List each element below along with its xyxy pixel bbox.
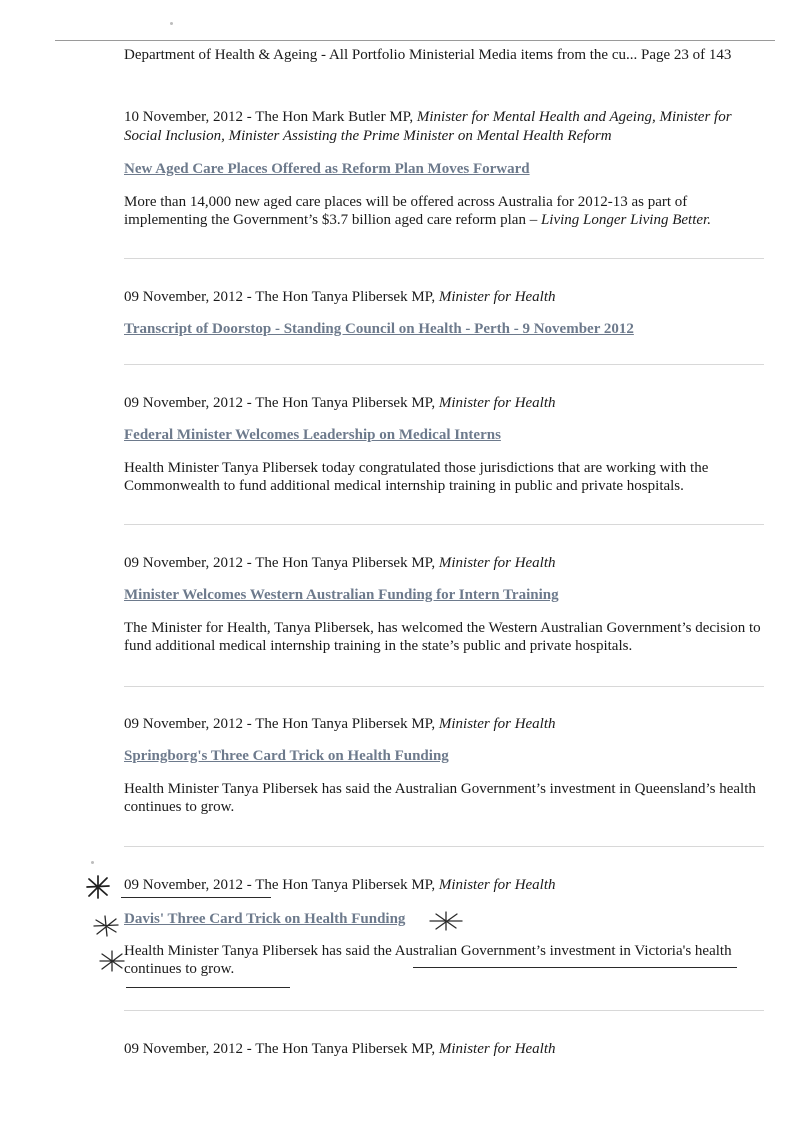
- byline-author: - The Hon Tanya Plibersek MP,: [242, 289, 439, 305]
- separator: [124, 258, 764, 259]
- byline: [124, 394, 764, 413]
- media-item: [124, 108, 764, 229]
- byline-author: - The Hon Tanya Plibersek MP,: [242, 877, 439, 893]
- separator: [124, 686, 764, 687]
- media-item-title-link[interactable]: New Aged Care Places Offered as Reform Plan Moves Forward: [124, 161, 530, 177]
- media-item-summary: [124, 193, 764, 229]
- handwritten-underline: [126, 987, 290, 988]
- byline-role: Minister for Health: [438, 395, 556, 411]
- byline: [124, 288, 764, 307]
- byline-author: - The Hon Tanya Plibersek MP,: [242, 1041, 439, 1057]
- media-item: [124, 715, 764, 816]
- asterisk-mark-icon: [92, 914, 120, 938]
- byline-role: Minister for Health: [438, 877, 556, 893]
- byline-date: 09 November, 2012: [124, 555, 243, 571]
- media-item-title-link[interactable]: Transcript of Doorstop - Standing Council on Health - Perth - 9 November 2012: [124, 321, 634, 337]
- summary-italic-text: Living Longer Living Better.: [540, 212, 711, 228]
- media-item: [124, 1040, 764, 1059]
- byline-date: 09 November, 2012: [124, 289, 243, 305]
- header-rule: [55, 40, 775, 41]
- summary-highlighted-text: Australian Government’s investment in Victoria's health continues to grow.: [124, 943, 732, 977]
- handwritten-underline: [413, 967, 737, 968]
- byline: [124, 108, 764, 146]
- byline: [124, 554, 764, 573]
- separator: [124, 364, 764, 365]
- byline-author: - The Hon Mark Butler MP,: [242, 109, 417, 125]
- page-header: Department of Health & Ageing - All Portfolio Ministerial Media items from the cu... Page 23 of 143: [124, 47, 732, 63]
- byline-author: - The Hon Tanya Plibersek MP,: [242, 716, 439, 732]
- media-item-title-link[interactable]: Federal Minister Welcomes Leadership on Medical Interns: [124, 427, 501, 443]
- media-item: [124, 394, 764, 495]
- separator: [124, 1010, 764, 1011]
- byline-role: Minister for Mental Health and Ageing, Minister for Social Inclusion, Minister Assisting the Prime Minister on Mental Health Reform: [124, 109, 732, 144]
- byline: [124, 1040, 764, 1059]
- byline-date: 09 November, 2012: [124, 395, 243, 411]
- media-item-title-link[interactable]: Springborg's Three Card Trick on Health Funding: [124, 748, 449, 764]
- byline: [124, 715, 764, 734]
- media-item-title-link[interactable]: Minister Welcomes Western Australian Funding for Intern Training: [124, 587, 559, 603]
- summary-text: More than 14,000 new aged care places will be offered across Australia for 2012-13 as part of implementing the Government’s $3.7 billion aged care reform plan –: [124, 194, 688, 228]
- media-item-title-link[interactable]: Davis' Three Card Trick on Health Funding: [124, 911, 406, 927]
- byline-date: 10 November, 2012: [124, 109, 243, 125]
- byline-role: Minister for Health: [438, 1041, 556, 1057]
- media-item: [124, 554, 764, 655]
- separator: [124, 846, 764, 847]
- byline-author: - The Hon Tanya Plibersek MP,: [242, 555, 439, 571]
- byline-date: 09 November, 2012: [124, 716, 243, 732]
- byline-role: Minister for Health: [438, 289, 556, 305]
- byline-role: Minister for Health: [438, 555, 556, 571]
- scan-speck: [91, 861, 94, 864]
- handwritten-underline: [121, 897, 271, 898]
- media-item-summary: [124, 942, 764, 978]
- byline-date: 09 November, 2012: [124, 877, 243, 893]
- media-item-summary: The Minister for Health, Tanya Plibersek, has welcomed the Western Australian Government’s decision to fund additional medical internship training in the state’s public and private hospitals.: [124, 620, 761, 654]
- asterisk-mark-icon: [98, 949, 126, 973]
- asterisk-mark-icon: [86, 874, 110, 900]
- media-item: [124, 288, 764, 339]
- byline: [124, 876, 764, 895]
- asterisk-mark-icon: [428, 910, 464, 932]
- summary-text: Health Minister Tanya Plibersek has said the: [124, 943, 395, 959]
- media-item-summary: Health Minister Tanya Plibersek today congratulated those jurisdictions that are working with the Commonwealth to fund additional medical internship training in public and private hospitals.: [124, 460, 709, 494]
- byline-date: 09 November, 2012: [124, 1041, 243, 1057]
- byline-author: - The Hon Tanya Plibersek MP,: [242, 395, 439, 411]
- byline-role: Minister for Health: [438, 716, 556, 732]
- scan-speck: [170, 22, 173, 25]
- separator: [124, 524, 764, 525]
- media-item-summary: Health Minister Tanya Plibersek has said the Australian Government’s investment in Queensland’s health continues to grow.: [124, 781, 756, 815]
